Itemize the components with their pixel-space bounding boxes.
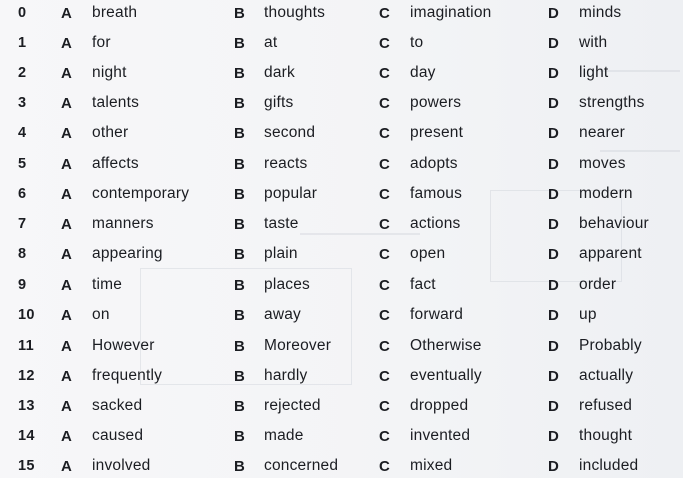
option-letter-d: D bbox=[548, 185, 559, 203]
question-number: 2 bbox=[18, 65, 27, 81]
option-letter-a: A bbox=[61, 306, 72, 324]
option-word-d: with bbox=[579, 34, 608, 51]
option-word-c: open bbox=[410, 245, 446, 262]
option-letter-a: A bbox=[61, 457, 72, 475]
option-word-d: moves bbox=[579, 155, 626, 172]
option-letter-d: D bbox=[548, 155, 559, 173]
option-letter-d: D bbox=[548, 245, 559, 263]
option-word-b: places bbox=[264, 276, 311, 293]
option-word-a: frequently bbox=[92, 367, 163, 384]
option-word-d: strengths bbox=[579, 94, 645, 111]
option-letter-a: A bbox=[61, 337, 72, 355]
option-word-a: contemporary bbox=[92, 185, 190, 202]
option-word-d: order bbox=[579, 276, 617, 293]
option-letter-b: B bbox=[234, 427, 245, 445]
option-word-b: plain bbox=[264, 245, 298, 262]
question-row bbox=[0, 273, 683, 297]
option-letter-d: D bbox=[548, 306, 559, 324]
option-letter-a: A bbox=[61, 94, 72, 112]
question-row bbox=[0, 394, 683, 418]
option-letter-b: B bbox=[234, 215, 245, 233]
option-letter-d: D bbox=[548, 427, 559, 445]
option-letter-a: A bbox=[61, 427, 72, 445]
question-row bbox=[0, 121, 683, 145]
option-letter-c: C bbox=[379, 337, 390, 355]
option-letter-d: D bbox=[548, 124, 559, 142]
option-letter-c: C bbox=[379, 215, 390, 233]
option-letter-c: C bbox=[379, 245, 390, 263]
option-word-c: imagination bbox=[410, 4, 492, 21]
option-word-c: adopts bbox=[410, 155, 458, 172]
question-number: 10 bbox=[18, 307, 35, 323]
option-word-b: hardly bbox=[264, 367, 308, 384]
option-word-d: behaviour bbox=[579, 215, 649, 232]
question-row bbox=[0, 31, 683, 55]
question-number: 13 bbox=[18, 398, 35, 414]
option-word-a: for bbox=[92, 34, 111, 51]
option-word-a: time bbox=[92, 276, 123, 293]
option-letter-b: B bbox=[234, 367, 245, 385]
question-number: 12 bbox=[18, 368, 35, 384]
option-letter-c: C bbox=[379, 94, 390, 112]
option-word-c: present bbox=[410, 124, 464, 141]
option-word-b: Moreover bbox=[264, 337, 332, 354]
question-row bbox=[0, 334, 683, 358]
option-letter-c: C bbox=[379, 4, 390, 22]
option-word-d: refused bbox=[579, 397, 633, 414]
question-number: 15 bbox=[18, 458, 35, 474]
option-letter-a: A bbox=[61, 34, 72, 52]
option-letter-d: D bbox=[548, 94, 559, 112]
option-letter-b: B bbox=[234, 397, 245, 415]
option-word-d: included bbox=[579, 457, 639, 474]
question-row bbox=[0, 212, 683, 236]
question-row bbox=[0, 424, 683, 448]
option-letter-b: B bbox=[234, 185, 245, 203]
option-word-c: dropped bbox=[410, 397, 469, 414]
option-letter-a: A bbox=[61, 245, 72, 263]
question-row bbox=[0, 152, 683, 176]
option-word-b: gifts bbox=[264, 94, 294, 111]
option-letter-b: B bbox=[234, 306, 245, 324]
option-letter-a: A bbox=[61, 276, 72, 294]
option-letter-c: C bbox=[379, 367, 390, 385]
option-word-b: made bbox=[264, 427, 304, 444]
question-number: 0 bbox=[18, 5, 27, 21]
option-letter-b: B bbox=[234, 4, 245, 22]
option-letter-d: D bbox=[548, 34, 559, 52]
question-row bbox=[0, 182, 683, 206]
option-letter-b: B bbox=[234, 34, 245, 52]
option-letter-d: D bbox=[548, 397, 559, 415]
option-letter-a: A bbox=[61, 185, 72, 203]
option-letter-b: B bbox=[234, 245, 245, 263]
option-word-d: thought bbox=[579, 427, 633, 444]
option-word-a: breath bbox=[92, 4, 138, 21]
option-word-d: apparent bbox=[579, 245, 642, 262]
option-letter-d: D bbox=[548, 4, 559, 22]
question-number: 4 bbox=[18, 125, 27, 141]
option-word-d: modern bbox=[579, 185, 633, 202]
question-row bbox=[0, 242, 683, 266]
option-word-d: minds bbox=[579, 4, 622, 21]
option-letter-c: C bbox=[379, 124, 390, 142]
option-word-b: reacts bbox=[264, 155, 308, 172]
option-word-a: involved bbox=[92, 457, 151, 474]
option-word-b: concerned bbox=[264, 457, 339, 474]
option-letter-b: B bbox=[234, 337, 245, 355]
option-letter-c: C bbox=[379, 185, 390, 203]
option-word-b: taste bbox=[264, 215, 299, 232]
option-word-a: talents bbox=[92, 94, 140, 111]
option-word-a: caused bbox=[92, 427, 144, 444]
question-row bbox=[0, 454, 683, 478]
option-word-a: affects bbox=[92, 155, 139, 172]
option-letter-c: C bbox=[379, 457, 390, 475]
option-word-a: night bbox=[92, 64, 127, 81]
option-letter-d: D bbox=[548, 215, 559, 233]
option-word-c: to bbox=[410, 34, 424, 51]
option-word-b: dark bbox=[264, 64, 295, 81]
option-word-c: invented bbox=[410, 427, 471, 444]
option-word-b: at bbox=[264, 34, 278, 51]
option-letter-a: A bbox=[61, 215, 72, 233]
question-number: 3 bbox=[18, 95, 27, 111]
option-word-c: powers bbox=[410, 94, 462, 111]
option-word-b: thoughts bbox=[264, 4, 326, 21]
option-letter-a: A bbox=[61, 397, 72, 415]
option-word-a: manners bbox=[92, 215, 154, 232]
option-word-d: actually bbox=[579, 367, 634, 384]
option-word-c: eventually bbox=[410, 367, 482, 384]
question-row bbox=[0, 364, 683, 388]
option-letter-c: C bbox=[379, 64, 390, 82]
option-letter-c: C bbox=[379, 34, 390, 52]
option-letter-c: C bbox=[379, 276, 390, 294]
option-word-c: day bbox=[410, 64, 436, 81]
question-row bbox=[0, 303, 683, 327]
option-letter-b: B bbox=[234, 276, 245, 294]
option-word-c: forward bbox=[410, 306, 464, 323]
option-word-a: appearing bbox=[92, 245, 163, 262]
question-number: 5 bbox=[18, 156, 27, 172]
option-word-b: rejected bbox=[264, 397, 321, 414]
question-row bbox=[0, 61, 683, 85]
option-word-d: light bbox=[579, 64, 609, 81]
option-letter-b: B bbox=[234, 155, 245, 173]
option-word-c: actions bbox=[410, 215, 461, 232]
question-number: 11 bbox=[18, 338, 34, 354]
option-letter-d: D bbox=[548, 337, 559, 355]
option-letter-c: C bbox=[379, 306, 390, 324]
option-letter-d: D bbox=[548, 276, 559, 294]
question-number: 9 bbox=[18, 277, 27, 293]
option-word-a: on bbox=[92, 306, 110, 323]
option-word-d: nearer bbox=[579, 124, 626, 141]
option-letter-a: A bbox=[61, 367, 72, 385]
option-word-b: away bbox=[264, 306, 301, 323]
question-row bbox=[0, 1, 683, 25]
option-letter-a: A bbox=[61, 155, 72, 173]
option-word-c: Otherwise bbox=[410, 337, 482, 354]
option-letter-d: D bbox=[548, 64, 559, 82]
option-word-d: up bbox=[579, 306, 597, 323]
option-letter-b: B bbox=[234, 94, 245, 112]
option-word-c: famous bbox=[410, 185, 463, 202]
option-word-a: However bbox=[92, 337, 155, 354]
question-row bbox=[0, 91, 683, 115]
option-word-b: popular bbox=[264, 185, 318, 202]
option-word-a: sacked bbox=[92, 397, 143, 414]
option-letter-c: C bbox=[379, 155, 390, 173]
option-letter-c: C bbox=[379, 427, 390, 445]
option-word-a: other bbox=[92, 124, 129, 141]
option-letter-b: B bbox=[234, 124, 245, 142]
option-word-c: fact bbox=[410, 276, 436, 293]
option-letter-d: D bbox=[548, 367, 559, 385]
question-number: 14 bbox=[18, 428, 35, 444]
option-word-c: mixed bbox=[410, 457, 453, 474]
option-letter-b: B bbox=[234, 64, 245, 82]
option-letter-a: A bbox=[61, 64, 72, 82]
option-word-b: second bbox=[264, 124, 316, 141]
option-letter-b: B bbox=[234, 457, 245, 475]
question-number: 1 bbox=[18, 35, 27, 51]
question-number: 6 bbox=[18, 186, 27, 202]
option-letter-a: A bbox=[61, 4, 72, 22]
option-letter-c: C bbox=[379, 397, 390, 415]
question-number: 8 bbox=[18, 246, 27, 262]
question-number: 7 bbox=[18, 216, 27, 232]
option-letter-d: D bbox=[548, 457, 559, 475]
option-word-d: Probably bbox=[579, 337, 642, 354]
option-letter-a: A bbox=[61, 124, 72, 142]
